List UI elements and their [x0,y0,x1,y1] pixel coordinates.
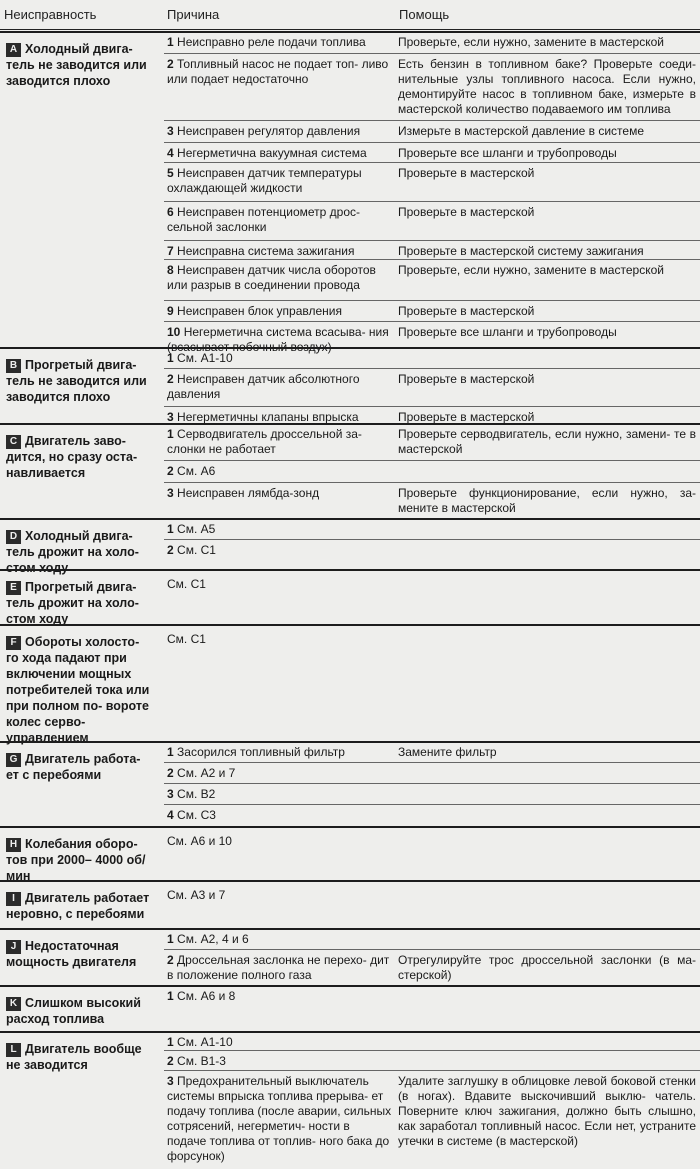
fault-symptom [6,993,153,1027]
cause-cell [167,205,392,235]
fault-title: Двигатель работает неровно, с перебоями [6,891,150,921]
cause-text: См. А2, 4 и 6 [177,932,249,946]
cause-number: 1 [167,932,174,946]
cause-number: 10 [167,325,181,339]
cause-text: См. С1 [177,543,216,557]
cause-cell [167,464,392,479]
help-cell: Проверьте в мастерской [398,372,535,386]
cause-text: Дроссельная заслонка не перехо- дит в положение полного газа [167,953,390,982]
cause-text: Неисправен потенциометр дрос- сельной заслонки [167,205,360,234]
cause-number: 1 [167,522,174,536]
help-cell: Проверьте в мастерской систему зажигания [398,244,644,258]
cause-number: 2 [167,57,174,71]
row-divider [164,201,700,202]
fault-letter-badge: C [6,435,21,449]
help-cell: Проверьте функционирование, если нужно, за- мените в мастерской [398,486,696,515]
help-cell: Замените фильтр [398,745,497,759]
fault-letter-badge: J [6,940,21,954]
cause-cell [167,745,392,760]
cause-number: 4 [167,808,174,822]
cause-reference: См. А6 и 10 [167,834,232,848]
row-divider [164,368,700,369]
cause-number: 7 [167,244,174,258]
fault-symptom [6,834,153,884]
row-divider [164,539,700,540]
cause-number: 2 [167,953,174,967]
cause-number: 3 [167,1074,174,1088]
help-cell: Проверьте, если нужно, замените в мастерской [398,35,664,49]
fault-title: Двигатель вообще не заводится [6,1042,142,1072]
help-cell: Проверьте в мастерской [398,205,535,219]
cause-text: Негерметичны клапаны впрыска [177,410,359,424]
cause-text: См. А6 и 8 [177,989,236,1003]
help-cell: Проверьте серводвигатель, если нужно, замени- те в мастерской [398,427,696,456]
cause-cell [167,351,392,366]
cause-text: Неисправен датчик абсолютного давления [167,372,360,401]
cause-number: 6 [167,205,174,219]
cause-number: 3 [167,124,174,138]
help-cell: Проверьте, если нужно, замените в мастерской [398,263,664,277]
cause-text: Неисправен блок управления [177,304,342,318]
row-divider [164,162,700,163]
cause-cell [167,146,392,161]
cause-number: 2 [167,464,174,478]
fault-letter-badge: B [6,359,21,373]
cause-text: См. В1-3 [177,1054,226,1068]
cause-cell [167,1035,392,1050]
cause-cell [167,1074,392,1164]
cause-text: Неисправен регулятор давления [177,124,361,138]
cause-reference: См. С1 [167,577,206,591]
row-divider [164,406,700,407]
row-divider [164,142,700,143]
help-cell: Проверьте в мастерской [398,304,535,318]
cause-number: 3 [167,787,174,801]
cause-text: Засорился топливный фильтр [177,745,345,759]
cause-text: Негерметична система всасыва- ния (всасывает побочный воздух) [167,325,389,354]
help-cell: Проверьте в мастерской [398,410,535,424]
cause-number: 2 [167,372,174,386]
fault-symptom [6,1039,153,1073]
row-divider [164,259,700,260]
cause-cell [167,1054,392,1069]
row-divider [164,460,700,461]
cause-cell [167,244,392,259]
group-divider [0,347,700,349]
help-cell: Проверьте все шланги и трубопроводы [398,146,617,160]
header-cause: Причина [167,7,220,22]
cause-cell [167,808,392,823]
cause-cell [167,35,392,50]
fault-title: Двигатель заво- дится, но сразу оста- навливается [6,434,138,480]
help-cell: Проверьте в мастерской [398,166,535,180]
cause-text: Топливный насос не подает топ- ливо или подает недостаточно [167,57,389,86]
cause-text: См. А5 [177,522,216,536]
cause-number: 5 [167,166,174,180]
help-cell: Отрегулируйте трос дроссельной заслонки (в ма- стерской) [398,953,696,982]
cause-number: 1 [167,989,174,1003]
cause-number: 4 [167,146,174,160]
row-divider [164,240,700,241]
cause-cell [167,932,392,947]
fault-letter-badge: L [6,1043,21,1057]
fault-title: Обороты холосто- го хода падают при включении мощных потребителей тока или при полном по- вороте колес серво- управлением [6,635,150,745]
row-divider [164,783,700,784]
group-divider [0,31,700,33]
cause-cell [167,989,392,1004]
cause-text: Неисправен датчик числа оборотов или разрыв в соединении провода [167,263,376,292]
cause-cell [167,166,392,196]
fault-letter-badge: I [6,892,21,906]
cause-number: 2 [167,766,174,780]
row-divider [164,53,700,54]
fault-letter-badge: K [6,997,21,1011]
cause-cell [167,766,392,781]
fault-letter-badge: A [6,43,21,57]
cause-reference: См. А3 и 7 [167,888,226,902]
fault-letter-badge: G [6,753,21,767]
cause-cell [167,304,392,319]
cause-cell [167,57,392,87]
cause-cell [167,427,392,457]
group-divider [0,928,700,930]
cause-number: 1 [167,427,174,441]
group-divider [0,1031,700,1033]
cause-number: 1 [167,35,174,49]
cause-text: См. А2 и 7 [177,766,236,780]
fault-symptom [6,888,153,922]
group-divider [0,985,700,987]
fault-letter-badge: H [6,838,21,852]
fault-letter-badge: E [6,581,21,595]
fault-symptom [6,936,153,970]
cause-number: 8 [167,263,174,277]
fault-letter-badge: F [6,636,21,650]
cause-text: См. А1-10 [177,351,233,365]
row-divider [164,321,700,322]
cause-text: Серводвигатель дроссельной за- слонки не работает [167,427,362,456]
cause-text: Неисправен лямбда-зонд [177,486,320,500]
cause-number: 3 [167,486,174,500]
cause-number: 1 [167,1035,174,1049]
fault-symptom [6,749,153,783]
group-divider [0,518,700,520]
row-divider [164,120,700,121]
cause-cell [167,522,392,537]
cause-number: 2 [167,1054,174,1068]
cause-text: Неисправно реле подачи топлива [177,35,366,49]
cause-cell [167,953,392,983]
table-header [0,0,700,30]
help-cell: Измерьте в мастерской давление в системе [398,124,645,138]
row-divider [164,762,700,763]
cause-text: Предохранительный выключатель системы впрыска топлива прерыва- ет подачу топлива (после аварии, сильных сотрясений, негерметич- ности в подаче топлива от топлив- ного бака до форсунок) [167,1074,392,1163]
fault-symptom [6,355,153,405]
fault-title: Холодный двига- тель дрожит на холо- стом ходу [6,529,139,575]
fault-title: Холодный двига- тель не заводится или заводится плохо [6,42,147,88]
header-help: Помощь [399,7,450,22]
group-divider [0,423,700,425]
cause-text: Негерметична вакуумная система [177,146,367,160]
row-divider [164,804,700,805]
cause-number: 9 [167,304,174,318]
group-divider [0,624,700,626]
fault-symptom [6,577,153,627]
group-divider [0,569,700,571]
row-divider [164,949,700,950]
row-divider [164,482,700,483]
row-divider [164,1050,700,1051]
fault-title: Прогретый двига- тель не заводится или заводится плохо [6,358,147,404]
cause-cell [167,124,392,139]
cause-text: См. С3 [177,808,216,822]
fault-title: Колебания оборо- тов при 2000– 4000 об/мин [6,837,146,883]
cause-cell [167,543,392,558]
fault-symptom [6,632,153,746]
header-fault: Неисправность [4,7,97,22]
help-cell: Удалите заглушку в облицовке левой боковой стенки (в ногах). Вдавите выскочивший выклю- чатель. Поверните ключ зажигания, должно быть слышно, как заработал топливный насос. Если нет, устраните утечки в системе (в мастерской) [398,1074,696,1148]
cause-cell [167,486,392,501]
fault-symptom [6,39,153,89]
cause-number: 1 [167,745,174,759]
help-cell: Проверьте все шланги и трубопроводы [398,325,617,339]
fault-title: Недостаточная мощность двигателя [6,939,137,969]
fault-title: Слишком высокий расход топлива [6,996,141,1026]
fault-title: Прогретый двига- тель дрожит на холо- стом ходу [6,580,139,626]
cause-cell [167,263,392,293]
cause-text: См. А6 [177,464,216,478]
fault-letter-badge: D [6,530,21,544]
help-cell: Есть бензин в топливном баке? Проверьте соеди- нительные узлы топливного насоса. Если нужно, демонтируйте насос в топливном баке, измерьте в мастерской количество подаваемого им топлива [398,57,696,116]
fault-symptom [6,431,153,481]
row-divider [164,1070,700,1071]
cause-cell [167,372,392,402]
fault-title: Двигатель работа- ет с перебоями [6,752,141,782]
group-divider [0,741,700,743]
cause-cell [167,787,392,802]
cause-text: См. В2 [177,787,216,801]
row-divider [164,300,700,301]
cause-text: Неисправна система зажигания [177,244,355,258]
cause-number: 3 [167,410,174,424]
group-divider [0,826,700,828]
cause-number: 2 [167,543,174,557]
cause-text: Неисправен датчик температуры охлаждающей жидкости [167,166,362,195]
header-divider [0,29,700,30]
group-divider [0,880,700,882]
cause-reference: См. С1 [167,632,206,646]
cause-number: 1 [167,351,174,365]
cause-text: См. А1-10 [177,1035,233,1049]
